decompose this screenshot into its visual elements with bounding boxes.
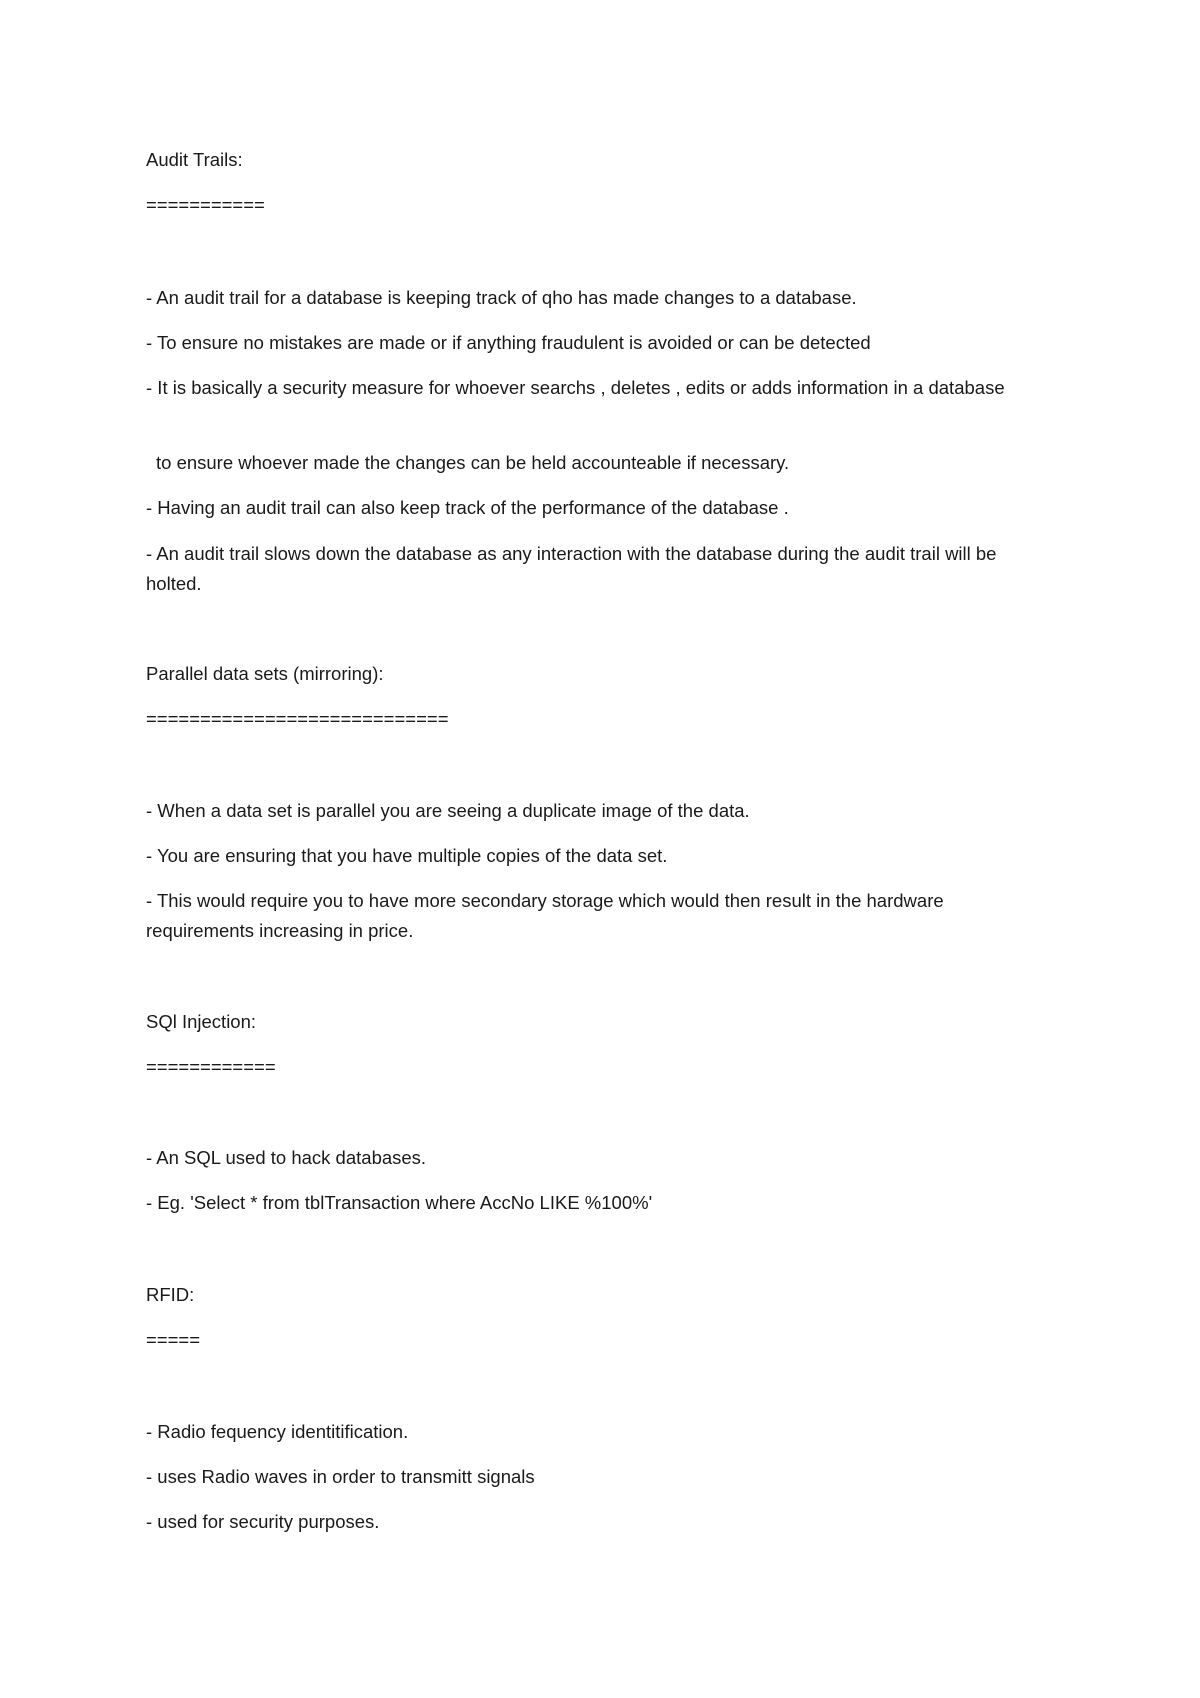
list-item: - An audit trail slows down the database as any interaction with the database during the audit trail will be holted. [146,543,997,594]
heading-underline: ============================ [146,708,449,729]
section-heading-audit-trails: Audit Trails: [146,149,243,170]
list-item: - An SQL used to hack databases. [146,1147,427,1168]
list-item: - Having an audit trail can also keep track of the performance of the database . [146,497,789,518]
list-item: - Radio fequency identitification. [146,1421,409,1442]
section-heading-parallel-data-sets: Parallel data sets (mirroring): [146,663,384,684]
list-item: - When a data set is parallel you are seeing a duplicate image of the data. [146,800,750,821]
list-item-continuation: to ensure whoever made the changes can be held accounteable if necessary. [156,452,790,473]
heading-underline: ============ [146,1056,276,1077]
heading-underline: ===== [146,1329,201,1350]
list-item: - You are ensuring that you have multiple copies of the data set. [146,845,668,866]
list-item: - An audit trail for a database is keeping track of qho has made changes to a database. [146,287,857,308]
section-heading-sql-injection: SQl Injection: [146,1011,257,1032]
heading-underline: =========== [146,194,265,215]
list-item: - It is basically a security measure for whoever searchs , deletes , edits or adds information in a database [146,377,1005,398]
list-item: - Eg. 'Select * from tblTransaction where AccNo LIKE %100%' [146,1192,653,1213]
section-heading-rfid: RFID: [146,1284,195,1305]
list-item: - To ensure no mistakes are made or if anything fraudulent is avoided or can be detected [146,332,871,353]
list-item: - This would require you to have more secondary storage which would then result in the hardware requirements increasing in price. [146,890,944,941]
list-item: - uses Radio waves in order to transmitt signals [146,1466,535,1487]
list-item: - used for security purposes. [146,1511,380,1532]
